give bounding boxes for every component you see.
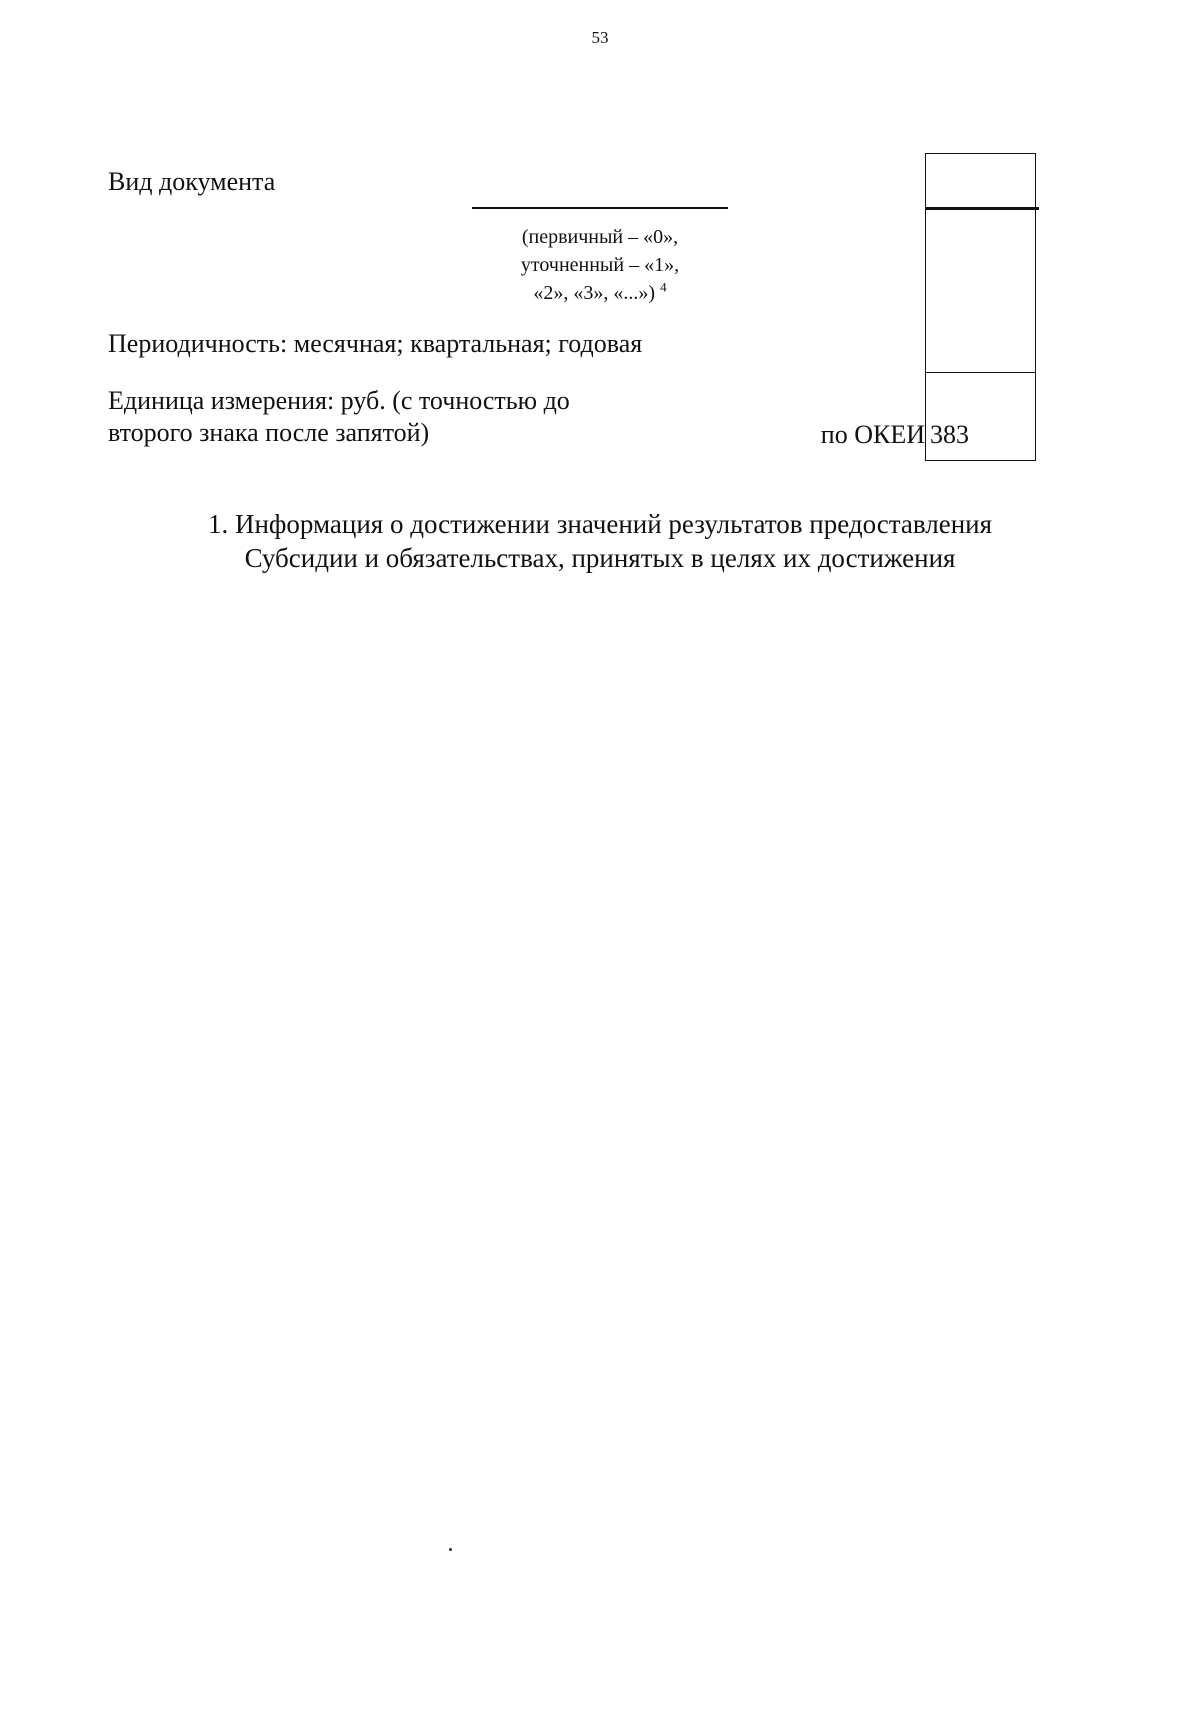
unit-label-line-1: Единица измерения: руб. (с точностью до — [108, 386, 570, 415]
unit-label-line-2: второго знака после запятой) — [108, 418, 430, 447]
stray-mark — [449, 1548, 452, 1551]
codes-box-okei-divider — [925, 372, 1036, 373]
page-number: 53 — [591, 28, 609, 47]
codes-box — [925, 153, 1036, 461]
document-type-label: Вид документа — [108, 167, 276, 196]
document-type-hint-line-1: (первичный – «0», — [521, 226, 679, 248]
okei-code: 383 — [930, 420, 969, 449]
codes-box-header-divider — [925, 207, 1039, 210]
unit-label — [108, 385, 570, 449]
footnote-marker: 4 — [660, 279, 667, 295]
okei-label: по ОКЕИ — [820, 420, 925, 449]
document-type-hint — [472, 223, 728, 307]
section-1-heading — [120, 507, 1080, 575]
section-1-heading-line-1: 1. Информация о достижении значений результатов предоставления — [207, 509, 993, 539]
document-type-fill-line — [472, 207, 728, 209]
document-type-hint-line-3 — [472, 279, 728, 307]
section-1-heading-line-2: Субсидии и обязательствах, принятых в целях их достижения — [244, 543, 956, 573]
periodicity-label: Периодичность: месячная; квартальная; годовая — [108, 329, 643, 358]
document-type-hint-line-2: уточненный – «1», — [520, 254, 680, 276]
document-type-hint-line-3-text: «2», «3», «...») — [533, 282, 656, 304]
